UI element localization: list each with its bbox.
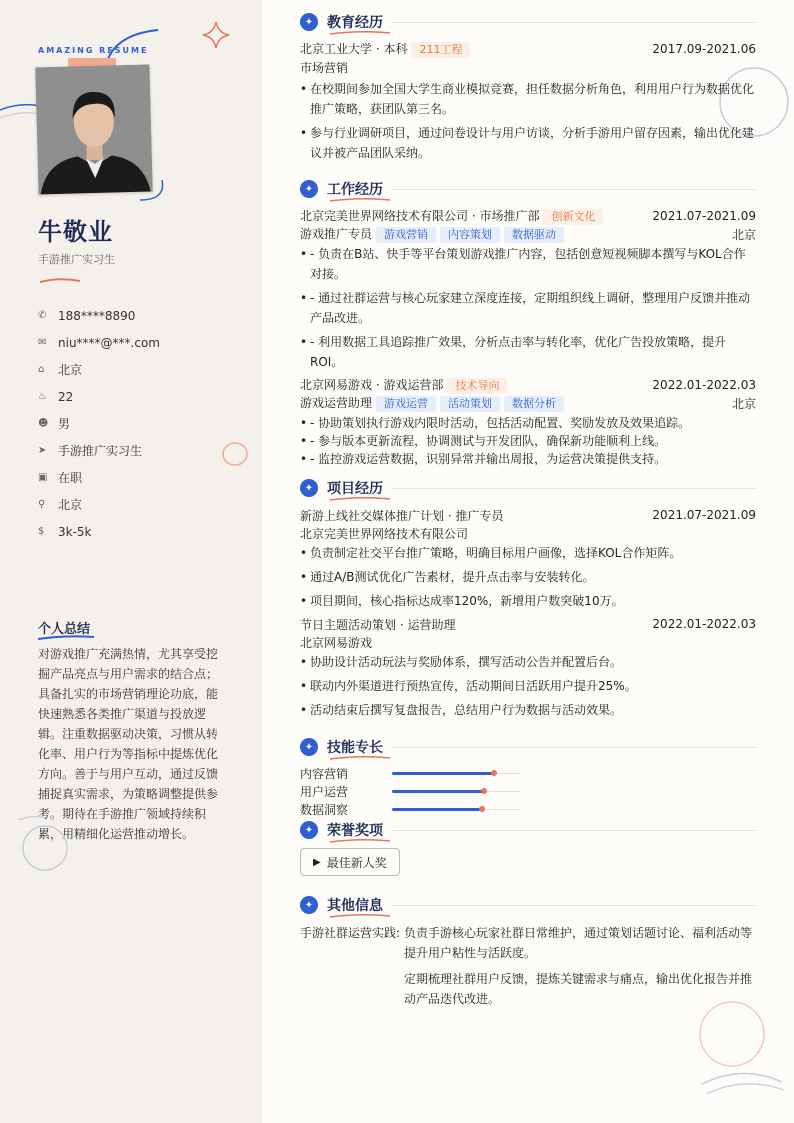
skill-bar-fill <box>392 808 482 811</box>
job-company-wrap <box>300 376 507 394</box>
skill-bar-dot <box>491 770 497 776</box>
project-name: 节日主题活动策划 · 运营助理 <box>300 617 456 632</box>
project-org: 北京完美世界网络技术有限公司 <box>300 526 469 541</box>
job-header <box>300 376 756 394</box>
home-icon: ⌂ <box>38 364 45 375</box>
contact-info <box>38 302 258 545</box>
job-city: 北京 <box>731 396 756 411</box>
info-value: 北京 <box>58 363 83 377</box>
bullet-item: • - 负责在B站、快手等平台策划游戏推广内容，包括创意短视频脚本撰写与KOL合作对接。 <box>300 244 756 284</box>
info-row <box>38 329 258 356</box>
job-date: 2022.01-2022.03 <box>652 378 756 392</box>
work-title: 工作经历 <box>327 182 383 198</box>
play-icon: ▶ <box>313 856 321 868</box>
projects-list <box>300 506 756 720</box>
phone-icon: ✆ <box>38 310 47 321</box>
info-row <box>38 356 258 383</box>
info-value: 手游推广实习生 <box>58 444 143 458</box>
info-value: 188****8890 <box>58 308 136 323</box>
education-section-icon: ✦ <box>300 13 318 31</box>
education-major: 市场营销 <box>300 60 349 75</box>
bullet-item: • 协助设计活动玩法与奖励体系，撰写活动公告并配置后台。 <box>300 652 756 672</box>
job-skill-tag: 数据分析 <box>504 396 564 412</box>
skills-list <box>300 764 756 818</box>
section-education <box>300 11 756 167</box>
info-value: 22 <box>58 389 74 404</box>
skill-item <box>300 764 530 782</box>
section-work <box>300 178 756 467</box>
projects-section-icon: ✦ <box>300 479 318 497</box>
summary-title: 个人总结 <box>38 622 91 637</box>
project-name: 新游上线社交媒体推广计划 · 推广专员 <box>300 508 504 523</box>
info-value: 在职 <box>58 471 83 485</box>
skills-section-icon: ✦ <box>300 738 318 756</box>
salary-icon: $ <box>38 526 45 537</box>
other-values <box>404 923 756 1015</box>
title-underline <box>328 838 392 844</box>
section-divider <box>393 189 756 190</box>
deco-star-icon <box>201 20 231 50</box>
info-row <box>38 383 258 410</box>
job-company-wrap <box>300 207 603 225</box>
education-school: 北京工业大学 · 本科 <box>300 42 408 56</box>
skill-name: 内容营销 <box>300 766 349 781</box>
job-position: 游戏运营助理 <box>300 396 373 410</box>
award-label: 最佳新人奖 <box>326 855 387 870</box>
job-position: 游戏推广专员 <box>300 227 373 241</box>
section-skills <box>300 736 756 818</box>
mail-icon: ✉ <box>38 337 47 348</box>
bullet-item: • - 参与版本更新流程，协调测试与开发团队，确保新功能顺利上线。 <box>300 431 756 451</box>
skill-bar-dot <box>479 806 485 812</box>
education-bullets <box>300 79 756 163</box>
skill-name: 用户运营 <box>300 784 349 799</box>
deco-curve-left <box>0 100 40 130</box>
info-row <box>38 518 258 545</box>
job-entry <box>300 207 756 372</box>
job-subheader <box>300 225 756 243</box>
section-divider <box>393 905 756 906</box>
summary-underline <box>36 634 96 642</box>
bullet-item: • 参与行业调研项目，通过问卷设计与用户访谈，分析手游用户留存因素，输出优化建议并被产品团队采纳。 <box>300 123 756 163</box>
job-entry <box>300 376 756 469</box>
info-row <box>38 302 258 329</box>
sidebar <box>0 0 262 1123</box>
work-section-icon: ✦ <box>300 180 318 198</box>
main-content <box>262 0 794 1123</box>
tagline: AMAZING RESUME <box>38 46 149 55</box>
section-divider <box>393 22 756 23</box>
candidate-role: 手游推广实习生 <box>38 253 115 266</box>
project-header <box>300 615 756 633</box>
other-section-icon: ✦ <box>300 896 318 914</box>
project-entry <box>300 615 756 720</box>
location-icon: ⚲ <box>38 499 46 510</box>
awards-title: 荣誉奖项 <box>327 823 383 839</box>
project-bullets <box>300 543 756 611</box>
info-row <box>38 437 258 464</box>
candidate-name: 牛敬业 <box>38 218 113 246</box>
other-value: 定期梳理社群用户反馈，提炼关键需求与痛点，输出优化报告并推动产品迭代改进。 <box>404 972 753 1006</box>
project-bullets <box>300 652 756 720</box>
education-tag: 211工程 <box>411 42 470 58</box>
skill-item <box>300 800 530 818</box>
bullet-item: • 通过A/B测试优化广告素材，提升点击率与安装转化。 <box>300 567 756 587</box>
section-projects <box>300 477 756 724</box>
info-value: 北京 <box>58 498 83 512</box>
info-value: niu****@***.com <box>58 335 160 350</box>
gender-icon: ☻ <box>38 418 49 429</box>
job-skill-tag: 游戏运营 <box>376 396 436 412</box>
job-skill-tag: 数据驱动 <box>504 227 564 243</box>
briefcase-icon: ▣ <box>38 472 48 483</box>
job-bullets <box>300 413 756 469</box>
bullet-item: • 负责制定社交平台推广策略，明确目标用户画像，选择KOL合作矩阵。 <box>300 543 756 563</box>
name-underline <box>38 276 82 284</box>
job-position-wrap <box>300 394 564 412</box>
award-badge <box>300 848 400 876</box>
info-value: 3k-5k <box>58 524 92 539</box>
send-icon: ➤ <box>38 445 47 456</box>
job-culture-tag: 技术导向 <box>447 378 507 394</box>
bullet-item: • 联动内外渠道进行预热宣传，活动期间日活跃用户提升25%。 <box>300 676 756 696</box>
skill-bar <box>392 773 520 774</box>
section-awards <box>300 819 756 876</box>
info-row <box>38 464 258 491</box>
job-culture-tag: 创新文化 <box>543 209 603 225</box>
skill-bar <box>392 809 520 810</box>
skill-item <box>300 782 530 800</box>
skill-bar-dot <box>481 788 487 794</box>
education-date: 2017.09-2021.06 <box>652 42 756 56</box>
section-divider <box>393 747 756 748</box>
bullet-item: • 项目期间，核心指标达成率120%，新增用户数突破10万。 <box>300 591 756 611</box>
job-subheader <box>300 394 756 412</box>
job-company: 北京完美世界网络技术有限公司 · 市场推广部 <box>300 209 540 223</box>
skill-bar <box>392 791 520 792</box>
awards-list <box>300 848 756 876</box>
bullet-item: • - 通过社群运营与核心玩家建立深度连接，定期组织线上调研，整理用户反馈并推动产品改进。 <box>300 288 756 328</box>
project-entry <box>300 506 756 611</box>
bullet-item: • - 监控游戏运营数据，识别异常并输出周报，为运营决策提供支持。 <box>300 449 756 469</box>
job-header <box>300 207 756 225</box>
title-underline <box>328 755 392 761</box>
job-skill-tag: 内容策划 <box>440 227 500 243</box>
job-bullets <box>300 244 756 372</box>
skills-title: 技能专长 <box>327 740 383 756</box>
projects-title: 项目经历 <box>327 481 383 497</box>
skill-bar-fill <box>392 790 484 793</box>
other-value: 负责手游核心玩家社群日常维护，通过策划话题讨论、福利活动等提升用户粘性与活跃度。 <box>404 926 753 960</box>
info-value: 男 <box>58 417 71 431</box>
project-header <box>300 506 756 524</box>
education-title: 教育经历 <box>327 15 383 31</box>
bullet-item: • 在校期间参加全国大学生商业模拟竞赛，担任数据分析角色，利用用户行为数据优化推广策略，获团队第三名。 <box>300 79 756 119</box>
project-org: 北京网易游戏 <box>300 635 373 650</box>
other-label: 手游社群运营实践: <box>300 926 401 940</box>
job-position-wrap <box>300 225 564 243</box>
cake-icon: ♨ <box>38 391 47 402</box>
info-row <box>38 410 258 437</box>
awards-section-icon: ✦ <box>300 821 318 839</box>
title-underline <box>328 197 392 203</box>
skill-name: 数据洞察 <box>300 802 349 817</box>
avatar <box>35 65 152 195</box>
job-date: 2021.07-2021.09 <box>652 209 756 223</box>
skill-bar-fill <box>392 772 494 775</box>
title-underline <box>328 496 392 502</box>
summary-text: 对游戏推广充满热情，尤其享受挖掘产品亮点与用户需求的结合点；具备扎实的市场营销理论功底，能快速熟悉各类推广渠道与投放逻辑。注重数据驱动决策，习惯从转化率、用户行为等指标中提炼优化方向。善于与用户互动，通过反馈捕捉真实需求，为策略调整提供参考。期待在手游推广领域持续积累，用精细化运营推动增长。 <box>38 647 219 841</box>
project-date: 2022.01-2022.03 <box>652 617 756 631</box>
section-divider <box>393 488 756 489</box>
job-city: 北京 <box>731 227 756 242</box>
job-skill-tag: 活动策划 <box>440 396 500 412</box>
section-other <box>300 894 756 1015</box>
title-underline <box>328 913 392 919</box>
title-underline <box>328 30 392 36</box>
section-divider <box>393 830 756 831</box>
bullet-item: • - 协助策划执行游戏内限时活动，包括活动配置、奖励发放及效果追踪。 <box>300 413 756 433</box>
job-company: 北京网易游戏 · 游戏运营部 <box>300 378 444 392</box>
bullet-item: • - 利用数据工具追踪推广效果，分析点击率与转化率，优化广告投放策略，提升ROI。 <box>300 332 756 372</box>
jobs-list <box>300 207 756 469</box>
project-date: 2021.07-2021.09 <box>652 508 756 522</box>
bullet-item: • 活动结束后撰写复盘报告，总结用户行为数据与活动效果。 <box>300 700 756 720</box>
info-row <box>38 491 258 518</box>
other-title: 其他信息 <box>327 898 383 914</box>
job-skill-tag: 游戏营销 <box>376 227 436 243</box>
